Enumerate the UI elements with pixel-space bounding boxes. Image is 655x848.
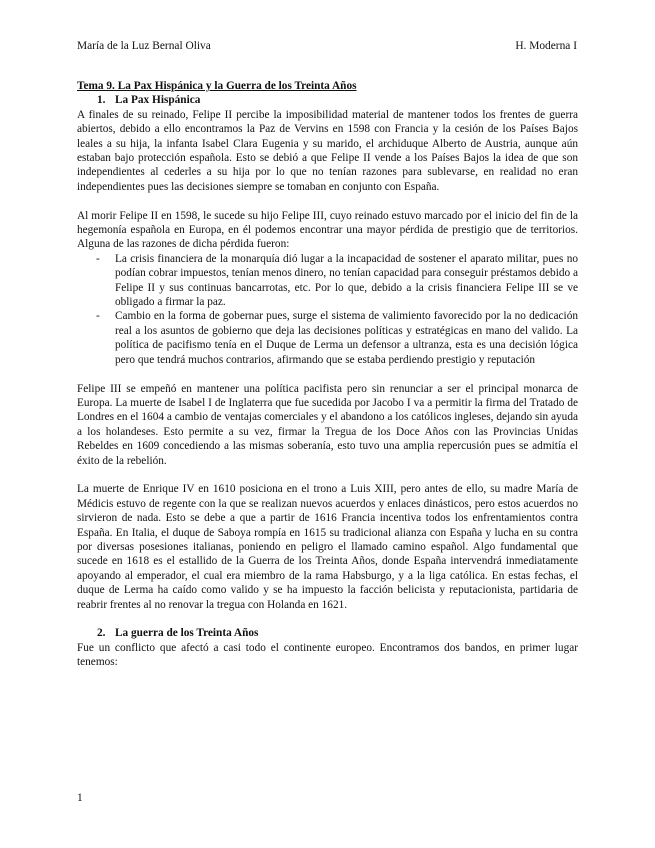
page-header [77,39,577,53]
list-dash: - [96,310,100,323]
paragraph-spacer [77,367,578,381]
section-heading-1 [77,93,578,107]
paragraph: Fue un conflicto que afectó a casi todo el continente europeo. Encontramos dos bandos, en primer lugar tenemos: [77,641,578,669]
section-title: La guerra de los Treinta Años [115,627,259,640]
paragraph: A finales de su reinado, Felipe II percibe la imposibilidad material de mantener todos los frentes de guerra abiertos, debido a ello encontramos la Paz de Vervins en 1598 con Francia y la cesión de los Países Bajos leales a su hija, la infanta Isabel Clara Eugenia y su marido, el archiduque Alberto de Austria, aunque aún estaban bajo protección española. Esto se debió a que Felipe II vende a los Países Bajos la idea de que son independientes al cederles a su hija por lo que no tenían razones para sublevarse, en realidad no eran independientes pues las decisiones siempre se tomaban en conjunto con España. [77,108,578,193]
list-item [77,252,578,310]
paragraph-spacer [77,612,578,626]
section-title: La Pax Hispánica [115,94,201,107]
header-author: María de la Luz Bernal Oliva [77,40,211,52]
paragraph-spacer [77,468,578,482]
document-title: Tema 9. La Pax Hispánica y la Guerra de los Treinta Años [77,80,357,92]
bullet-list [77,252,578,367]
header-course: H. Moderna I [515,40,577,52]
paragraph: Al morir Felipe II en 1598, le sucede su hijo Felipe III, cuyo reinado estuvo marcado por el inicio del fin de la hegemonía española en Europa, en él podemos encontrar una mayor pérdida de prestigio que de territorios. Alguna de las razones de dicha pérdida fueron: [77,209,578,251]
paragraph: La muerte de Enrique IV en 1610 posiciona en el trono a Luis XIII, pero antes de ello, su madre María de Médicis estuvo de regente con la que se realizan nuevos acuerdos y enlaces dinásticos, pero estos acuerdos no sirvieron de nada. Esto se debe a que a partir de 1616 Francia incentiva todos los enfrentamientos contra España. En Italia, el duque de Saboya rompía en 1615 su tradicional alianza con España y lucha en su contra por diversas posesiones italianas, poniendo en peligro el llamado camino español. Algo fundamental que sucede en 1618 es el estallido de la Guerra de los Treinta Años, donde España intervendrá inmediatamente apoyando al emperador, el cual era miembro de la rama Habsburgo, y a la liga católica. En estas fechas, el duque de Lerma ha caído como valido y se ha impuesto la facción belicista y reputacionista, partidaria de reabrir frentes al no renovar la tregua con Holanda en 1621. [77,483,578,611]
list-item-text: La crisis financiera de la monarquía dió lugar a la incapacidad de sostener el aparato militar, pues no podían cobrar impuestos, tenían menos dinero, no tenían capacidad para conseguir préstamos debido a Felipe II y sus continuas bancarrotas, etc. Por lo que, debido a la crisis financiera Felipe III se ve obligado a firmar la paz. [115,252,578,309]
paragraph-spacer [77,194,578,208]
section-heading-2 [77,626,578,640]
paragraph: Felipe III se empeñó en mantener una política pacifista pero sin renunciar a ser el principal monarca de Europa. La muerte de Isabel I de Inglaterra que fue sucedida por Jacobo I va a permitir la firma del Tratado de Londres en el 1604 a cambio de ventajas comerciales y el abandono a los católicos ingleses, dejando sin ayuda a los holandeses. Esto permite a su vez, firmar la Tregua de los Doce Años con las Provincias Unidas Rebeldes en 1609 concediendo a las mismas soberanía, esto tuvo una amplia repercusión pues se admitía el éxito de la rebelión. [77,382,578,467]
document-body [77,79,578,670]
list-dash: - [96,252,100,265]
section-number: 2. [97,627,106,640]
page-number: 1 [77,792,83,804]
list-item-text: Cambio en la forma de gobernar pues, surge el sistema de valimiento favorecido por la no dedicación real a los asuntos de gobierno que deja las decisiones políticas y estratégicas en mano del valido. La política de pacifismo tenía en el Duque de Lerma un defensor a ultranza, esta es una decisión lógica pero que tendrá muchos contrarios, afirmando que se estaba perdiendo prestigio y reputación [115,310,578,366]
section-number: 1. [97,94,106,107]
list-item [77,309,578,367]
